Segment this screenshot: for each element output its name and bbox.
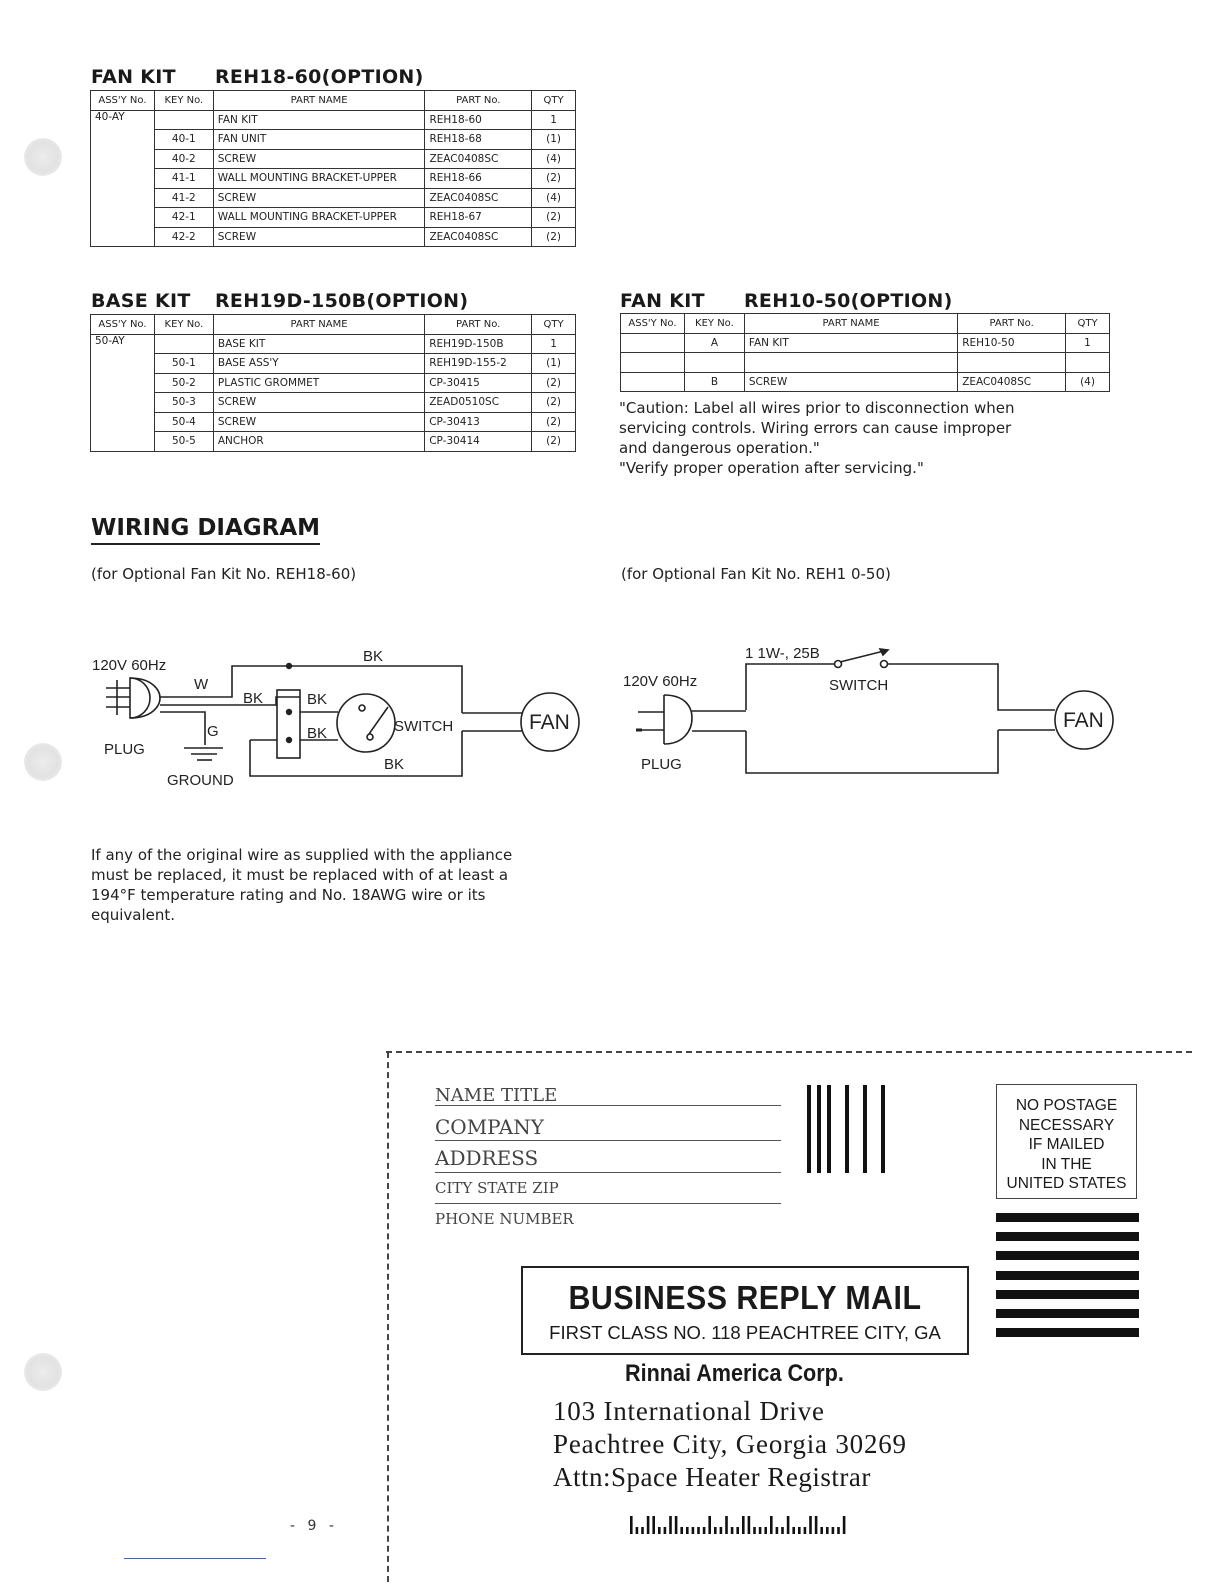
part-cell: ZEAC0408SC <box>425 149 532 169</box>
key-cell: 41-1 <box>154 169 213 189</box>
label-w: W <box>194 676 209 693</box>
kit-label: FAN KIT <box>91 66 176 88</box>
postage-line: UNITED STATES <box>1006 1175 1127 1192</box>
barcode-bar-tall <box>675 1516 678 1534</box>
label-plug: PLUG <box>104 741 145 758</box>
kit-model: REH10-50(OPTION) <box>744 290 953 312</box>
name-cell: SCREW <box>213 227 425 247</box>
barcode-bar-tall <box>742 1516 745 1534</box>
key-cell: 50-5 <box>154 432 213 452</box>
label-120v: 120V 60Hz <box>92 657 167 674</box>
qty-cell: (2) <box>532 208 576 228</box>
field-company: COMPANY <box>435 1115 544 1139</box>
col-part-no: PART No. <box>958 314 1066 334</box>
qty-cell: (1) <box>532 354 576 374</box>
barcode-bar-short <box>804 1527 807 1534</box>
barcode-bar-tall <box>809 1516 812 1534</box>
barcode-bar-tall <box>725 1516 728 1534</box>
field-phone: PHONE NUMBER <box>435 1210 574 1228</box>
label-bk-bottom: BK <box>384 756 405 773</box>
barcode-bar-short <box>641 1527 644 1534</box>
barcode-bar-short <box>781 1527 784 1534</box>
indicia-bar <box>996 1328 1139 1337</box>
kit-model: REH18-60(OPTION) <box>215 66 424 88</box>
qty-cell: (2) <box>532 227 576 247</box>
field-line <box>435 1203 781 1204</box>
part-cell: CP-30414 <box>425 432 532 452</box>
qty-cell: (2) <box>532 393 576 413</box>
col-assy: ASS'Y No. <box>621 314 685 334</box>
kit-label: BASE KIT <box>91 290 191 312</box>
qty-cell <box>1066 353 1110 373</box>
wiring-diagram-heading: WIRING DIAGRAM <box>91 515 320 545</box>
label-120v-right: 120V 60Hz <box>623 673 698 690</box>
field-address: ADDRESS <box>435 1146 539 1170</box>
barcode-bar-short <box>798 1527 801 1534</box>
table-row <box>621 353 1110 373</box>
barcode-bar-short <box>792 1527 795 1534</box>
qty-cell: 1 <box>1066 333 1110 353</box>
barcode-bar-short <box>664 1527 667 1534</box>
label-bk-3: BK <box>307 725 328 742</box>
barcode-bar-tall <box>770 1516 773 1534</box>
postal-barcode <box>630 1516 860 1536</box>
qty-cell: (2) <box>532 432 576 452</box>
field-line <box>435 1140 781 1141</box>
barcode-bar-short <box>826 1527 829 1534</box>
qty-cell: (4) <box>532 188 576 208</box>
wire-note-line: equivalent. <box>91 906 176 924</box>
assy-cell <box>621 333 685 353</box>
indicia-bar <box>996 1213 1139 1222</box>
name-cell: FAN UNIT <box>213 130 425 150</box>
wiring-diagram-left <box>0 0 620 800</box>
name-cell: FAN KIT <box>213 110 425 130</box>
barcode-bar-tall <box>815 1516 818 1534</box>
page-number: - 9 - <box>290 1518 338 1534</box>
kit-model: REH19D-150B(OPTION) <box>215 290 469 312</box>
col-part-no: PART No. <box>425 315 532 335</box>
brm-title: BUSINESS REPLY MAIL <box>568 1279 922 1316</box>
name-cell: SCREW <box>744 372 957 392</box>
caution-line: servicing controls. Wiring errors can cause improper <box>619 419 1012 437</box>
key-cell: 42-2 <box>154 227 213 247</box>
caution-text <box>619 398 1119 478</box>
name-cell: FAN KIT <box>744 333 957 353</box>
wire-note <box>91 845 571 925</box>
key-cell <box>684 353 744 373</box>
barcode-bar-tall <box>647 1516 650 1534</box>
barcode-bar-short <box>703 1527 706 1534</box>
fan-label: FAN <box>529 711 570 734</box>
label-bk-2: BK <box>307 691 328 708</box>
col-assy: ASS'Y No. <box>91 91 155 111</box>
barcode-bar-tall <box>669 1516 672 1534</box>
barcode-bar-short <box>764 1527 767 1534</box>
label-bk-1: BK <box>243 690 264 707</box>
binder-hole-bottom <box>24 1353 62 1391</box>
qty-cell: 1 <box>532 334 576 354</box>
addressee-line2: Peachtree City, Georgia 30269 <box>553 1429 907 1459</box>
field-name-title: NAME TITLE <box>435 1085 558 1106</box>
col-key: KEY No. <box>154 91 213 111</box>
postage-line: NECESSARY <box>1018 1116 1115 1134</box>
name-cell: SCREW <box>213 188 425 208</box>
caption-right: (for Optional Fan Kit No. REH1 0-50) <box>621 565 891 583</box>
wire-note-line: must be replaced, it must be replaced with of at least a <box>91 866 509 884</box>
assy-cell: 40-AY <box>91 110 155 247</box>
barcode-bar-short <box>753 1527 756 1534</box>
barcode-bar-tall <box>748 1516 751 1534</box>
postage-line: IF MAILED <box>1028 1136 1105 1153</box>
part-cell: REH18-60 <box>425 110 532 130</box>
field-city-state-zip: CITY STATE ZIP <box>435 1179 559 1197</box>
part-cell: CP-30415 <box>425 373 532 393</box>
key-cell: 40-1 <box>154 130 213 150</box>
barcode-bar-short <box>776 1527 779 1534</box>
addressee-line1: 103 International Drive <box>553 1396 825 1426</box>
postage-box <box>996 1084 1137 1199</box>
table-row <box>621 372 1110 392</box>
table-header-row <box>621 314 1110 334</box>
key-cell: 42-1 <box>154 208 213 228</box>
label-switch-right: SWITCH <box>829 677 889 694</box>
label-plug-right: PLUG <box>641 756 682 773</box>
col-part-name: PART NAME <box>744 314 957 334</box>
barcode-bar-short <box>837 1527 840 1534</box>
fan-kit-b-title <box>620 290 953 312</box>
barcode-bar-short <box>697 1527 700 1534</box>
key-cell: 50-1 <box>154 354 213 374</box>
fim-barcode <box>805 1085 887 1175</box>
indicia-bar <box>996 1271 1139 1280</box>
name-cell: WALL MOUNTING BRACKET-UPPER <box>213 169 425 189</box>
label-rating: 1 1W-, 25B <box>745 645 820 662</box>
field-line <box>435 1172 781 1173</box>
part-cell: REH18-66 <box>425 169 532 189</box>
name-cell: SCREW <box>213 412 424 432</box>
col-part-name: PART NAME <box>213 91 425 111</box>
caption-left: (for Optional Fan Kit No. REH18-60) <box>91 565 357 583</box>
key-cell: A <box>684 333 744 353</box>
wiring-diagram-right <box>600 600 1130 800</box>
addressee-attn: Attn:Space Heater Registrar <box>553 1462 871 1492</box>
part-cell: REH19D-150B <box>425 334 532 354</box>
postage-line: NO POSTAGE <box>1015 1097 1118 1114</box>
barcode-bar-tall <box>708 1516 711 1534</box>
fan-kit-b-table <box>620 313 1110 392</box>
addressee-company: Rinnai America Corp. <box>625 1360 844 1387</box>
qty-cell: (2) <box>532 373 576 393</box>
cut-line-vertical <box>387 1052 389 1582</box>
part-cell: CP-30413 <box>425 412 532 432</box>
fan-label-right: FAN <box>1063 709 1104 732</box>
name-cell: PLASTIC GROMMET <box>213 373 424 393</box>
business-reply-box <box>521 1266 969 1355</box>
part-cell: REH19D-155-2 <box>425 354 532 374</box>
part-cell: REH18-67 <box>425 208 532 228</box>
col-assy: ASS'Y No. <box>91 315 155 335</box>
part-cell: ZEAC0408SC <box>958 372 1066 392</box>
part-cell: ZEAD0510SC <box>425 393 532 413</box>
qty-cell: (2) <box>532 169 576 189</box>
assy-cell <box>621 353 685 373</box>
key-cell: 50-2 <box>154 373 213 393</box>
key-cell: 50-4 <box>154 412 213 432</box>
qty-cell: (1) <box>532 130 576 150</box>
name-cell <box>744 353 957 373</box>
qty-cell: 1 <box>532 110 576 130</box>
qty-cell: (2) <box>532 412 576 432</box>
name-cell: BASE KIT <box>213 334 424 354</box>
part-cell <box>958 353 1066 373</box>
part-cell: REH18-68 <box>425 130 532 150</box>
barcode-bar-short <box>820 1527 823 1534</box>
scan-mark <box>124 1558 266 1559</box>
wire-note-line: 194°F temperature rating and No. 18AWG wire or its <box>91 886 486 904</box>
barcode-bar-short <box>736 1527 739 1534</box>
caution-line: "Caution: Label all wires prior to disconnection when <box>619 399 1015 417</box>
brm-subtitle: FIRST CLASS NO. 118 PEACHTREE CITY, GA <box>549 1322 941 1343</box>
postage-line: IN THE <box>1041 1155 1092 1173</box>
col-key: KEY No. <box>684 314 744 334</box>
cut-line-horizontal <box>386 1051 1192 1053</box>
part-cell: REH10-50 <box>958 333 1066 353</box>
part-cell: ZEAC0408SC <box>425 188 532 208</box>
barcode-bar-short <box>832 1527 835 1534</box>
label-g: G <box>207 723 219 740</box>
key-cell: 41-2 <box>154 188 213 208</box>
table-row <box>621 333 1110 353</box>
label-bk-top: BK <box>363 648 384 665</box>
col-qty: QTY <box>532 315 576 335</box>
col-key: KEY No. <box>154 315 213 335</box>
barcode-bar-short <box>680 1527 683 1534</box>
kit-label: FAN KIT <box>620 290 705 312</box>
barcode-bar-short <box>759 1527 762 1534</box>
indicia-bar <box>996 1251 1139 1260</box>
name-cell: SCREW <box>213 149 425 169</box>
col-qty: QTY <box>532 91 576 111</box>
name-cell: SCREW <box>213 393 424 413</box>
caution-line: "Verify proper operation after servicing." <box>619 459 924 477</box>
assy-cell <box>621 372 685 392</box>
barcode-bar-short <box>731 1527 734 1534</box>
col-qty: QTY <box>1066 314 1110 334</box>
qty-cell: (4) <box>532 149 576 169</box>
barcode-bar-short <box>692 1527 695 1534</box>
barcode-bar-short <box>686 1527 689 1534</box>
barcode-bar-short <box>720 1527 723 1534</box>
name-cell: ANCHOR <box>213 432 424 452</box>
name-cell: WALL MOUNTING BRACKET-UPPER <box>213 208 425 228</box>
col-part-name: PART NAME <box>213 315 424 335</box>
qty-cell: (4) <box>1066 372 1110 392</box>
part-cell: ZEAC0408SC <box>425 227 532 247</box>
key-cell: 50-3 <box>154 393 213 413</box>
barcode-bar-tall <box>787 1516 790 1534</box>
barcode-group <box>630 1516 845 1534</box>
barcode-bar-tall <box>652 1516 655 1534</box>
assy-cell: 50-AY <box>91 334 155 451</box>
barcode-bar-tall <box>843 1516 846 1534</box>
barcode-bar-tall <box>630 1516 633 1534</box>
name-cell: BASE ASS'Y <box>213 354 424 374</box>
wire-note-line: If any of the original wire as supplied with the appliance <box>91 846 513 864</box>
col-part-no: PART No. <box>425 91 532 111</box>
key-cell: 40-2 <box>154 149 213 169</box>
barcode-bar-short <box>636 1527 639 1534</box>
label-switch: SWITCH <box>394 718 454 735</box>
indicia-bar <box>996 1309 1139 1318</box>
caution-line: and dangerous operation." <box>619 439 820 457</box>
label-ground: GROUND <box>167 772 234 789</box>
indicia-bar <box>996 1232 1139 1241</box>
barcode-bar-short <box>658 1527 661 1534</box>
barcode-bar-short <box>714 1527 717 1534</box>
key-cell: B <box>684 372 744 392</box>
indicia-bar <box>996 1290 1139 1299</box>
